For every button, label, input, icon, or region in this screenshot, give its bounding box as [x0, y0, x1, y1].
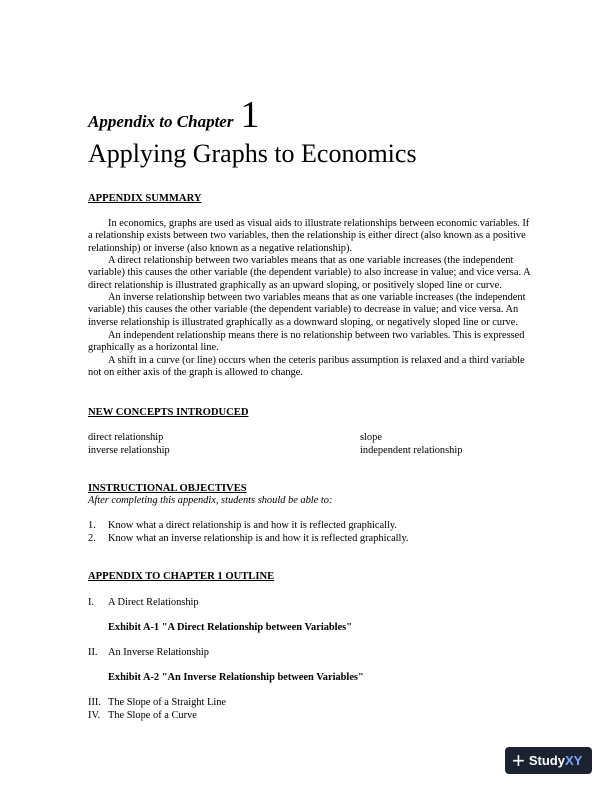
summary-paragraph: In economics, graphs are used as visual aids to illustrate relationships between economic variables. If a relationship exists between two variables, then the relationship is either direct (also known as a positive relationship) or inverse (also known as a negative relationship).: [88, 218, 530, 254]
concept-item: independent relationship: [360, 445, 463, 456]
summary-paragraph: An inverse relationship between two variables means that as one variable increases (the independent variable) this causes the other variable (the dependent variable) to decrease in value; and vice versa. An inverse relationship is illustrated graphically as a downward sloping, or negatively sloped line or curve.: [88, 292, 526, 328]
objective-item: [88, 533, 409, 544]
summary-paragraph: An independent relationship means there is no relationship between two variables. This is expressed graphically as a horizontal line.: [88, 330, 525, 354]
objective-item: [88, 520, 397, 531]
chapter-heading: [88, 94, 260, 136]
badge-brand: Study: [528, 753, 565, 768]
outline-number: IV.: [88, 710, 101, 721]
objective-number: 2.: [88, 533, 96, 544]
objective-text: Know what a direct relationship is and how it is reflected graphically.: [108, 520, 398, 531]
outline-text: The Slope of a Curve: [108, 710, 197, 721]
outline-item: [88, 710, 197, 721]
objectives-heading: INSTRUCTIONAL OBJECTIVES: [88, 483, 247, 494]
summary-paragraph: A shift in a curve (or line) occurs when the ceteris paribus assumption is relaxed and a third variable not on either axis of the graph is allowed to change.: [88, 355, 525, 379]
objective-text: Know what an inverse relationship is and how it is reflected graphically.: [108, 533, 409, 544]
outline-number: II.: [88, 647, 98, 658]
outline-item: [88, 697, 226, 708]
exhibit-item: Exhibit A-1 "A Direct Relationship between Variables": [108, 622, 352, 633]
concepts-heading: NEW CONCEPTS INTRODUCED: [88, 407, 249, 418]
summary-heading: APPENDIX SUMMARY: [88, 193, 202, 204]
badge-brand-accent: XY: [564, 753, 583, 768]
chapter-label: Appendix to Chapter: [88, 112, 234, 131]
chapter-number: 1: [240, 94, 260, 136]
objectives-intro: After completing this appendix, students should be able to:: [88, 495, 333, 506]
outline-item: [88, 647, 209, 658]
outline-number: III.: [88, 697, 101, 708]
studyxy-badge[interactable]: [505, 747, 592, 774]
concept-item: inverse relationship: [88, 445, 170, 456]
outline-text: A Direct Relationship: [108, 597, 199, 608]
outline-item: [88, 597, 199, 608]
plus-icon: +: [512, 747, 525, 773]
concept-item: slope: [360, 432, 382, 443]
outline-heading: APPENDIX TO CHAPTER 1 OUTLINE: [88, 571, 275, 582]
concept-item: direct relationship: [88, 432, 164, 443]
objective-number: 1.: [88, 520, 96, 531]
page-title: Applying Graphs to Economics: [88, 139, 417, 168]
summary-paragraph: A direct relationship between two variables means that as one variable increases (the independent variable) this causes the other variable (the dependent variable) to also increase in value; and vice versa. A direct relationship is illustrated graphically as an upward sloping, or positively sloped line or curve.: [88, 255, 530, 291]
outline-text: An Inverse Relationship: [108, 647, 209, 658]
exhibit-item: Exhibit A-2 "An Inverse Relationship between Variables": [108, 672, 364, 683]
outline-number: I.: [88, 597, 95, 608]
outline-text: The Slope of a Straight Line: [108, 697, 227, 708]
